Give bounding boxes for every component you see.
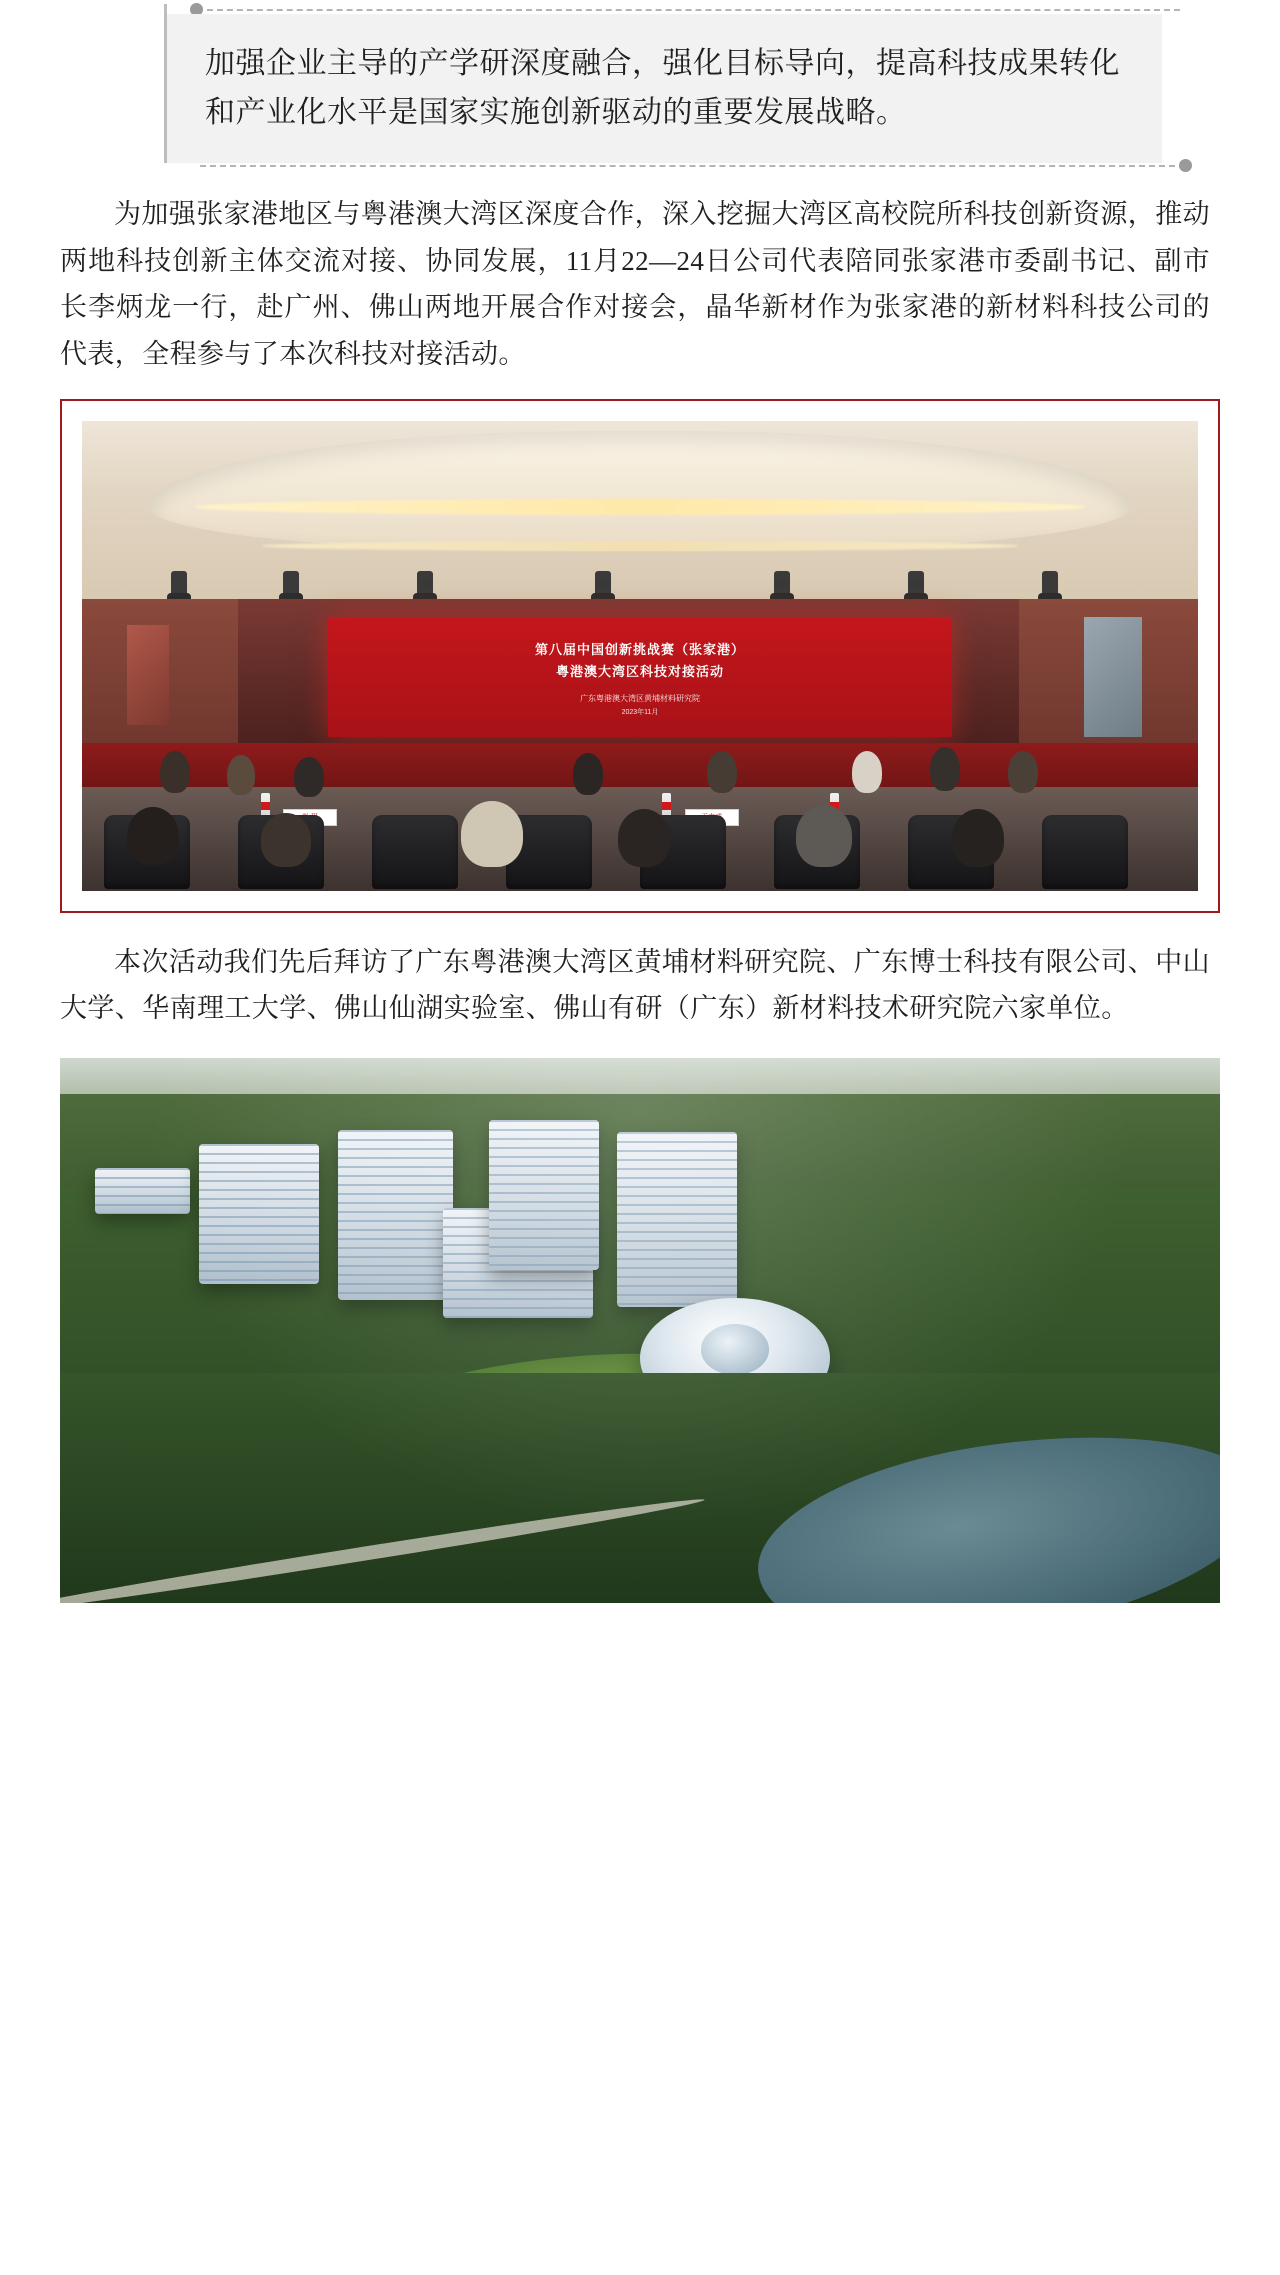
photo-person xyxy=(1008,751,1038,793)
photo-spotlight xyxy=(908,571,924,597)
photo-attendee xyxy=(796,805,852,867)
photo-person xyxy=(852,751,882,793)
figure-aerial-photo xyxy=(60,1058,1220,1603)
quote-text: 加强企业主导的产学研深度融合，强化目标导向，提高科技成果转化和产业化水平是国家实施创新驱动的重要发展战略。 xyxy=(205,47,1120,129)
body-paragraph-1: 为加强张家港地区与粤港澳大湾区深度合作，深入挖掘大湾区高校院所科技创新资源，推动两地科技创新主体交流对接、协同发展，11月22—24日公司代表陪同张家港市委副书记、副市长李炳龙一行，赴广州、佛山两地开展合作对接会，晶华新材作为张家港的新材料科技公司的代表，全程参与了本次科技对接活动。 xyxy=(60,199,1210,369)
aerial-building xyxy=(338,1130,453,1300)
photo-ceiling-light-strip xyxy=(194,499,1087,515)
photo-spotlight xyxy=(1042,571,1058,597)
photo-attendee xyxy=(461,801,523,867)
photo-ceiling-light-strip-2 xyxy=(261,541,1020,551)
photo-attendee xyxy=(618,809,670,867)
decor-dot-icon xyxy=(1179,159,1192,172)
photo-led-screen xyxy=(328,617,953,737)
photo-side-panel-left xyxy=(127,625,169,725)
photo-spotlight xyxy=(595,571,611,597)
photo-person xyxy=(160,751,190,793)
photo-spotlight xyxy=(417,571,433,597)
screen-title-line-1: 第八届中国创新挑战赛（张家港） xyxy=(534,641,745,657)
photo-attendee xyxy=(261,813,311,867)
photo-side-panel xyxy=(1084,617,1142,737)
quote-section xyxy=(140,0,1220,163)
photo-person xyxy=(930,747,960,791)
body-paragraph-2: 本次活动我们先后拜访了广东粤港澳大湾区黄埔材料研究院、广东博士科技有限公司、中山大学、华南理工大学、佛山仙湖实验室、佛山有研（广东）新材料技术研究院六家单位。 xyxy=(60,946,1210,1024)
photo-chair xyxy=(1042,815,1128,889)
photo-person xyxy=(707,751,737,793)
screen-subtitle-org: 广东粤港澳大湾区黄埔材料研究院 xyxy=(579,693,700,703)
photo-spotlight xyxy=(774,571,790,597)
quote-box xyxy=(164,14,1162,163)
photo-person xyxy=(227,755,255,795)
decor-dashed-line xyxy=(207,9,1180,11)
aerial-building xyxy=(95,1168,190,1214)
aerial-round-building-core xyxy=(701,1324,769,1374)
quote-bottom-decoration xyxy=(200,164,1192,167)
photo-spotlight xyxy=(283,571,299,597)
photo-chair xyxy=(372,815,458,889)
aerial-building xyxy=(199,1144,319,1284)
decor-dashed-line xyxy=(200,165,1175,167)
meeting-photo-canvas xyxy=(82,421,1198,891)
photo-attendee xyxy=(127,807,179,865)
aerial-building xyxy=(617,1132,737,1307)
photo-spotlight xyxy=(171,571,187,597)
screen-title-line-2: 粤港澳大湾区科技对接活动 xyxy=(555,663,724,679)
quote-top-decoration xyxy=(190,8,1180,11)
aerial-building xyxy=(489,1120,599,1270)
photo-person xyxy=(294,757,324,797)
screen-subtitle-date: 2023年11月 xyxy=(621,708,659,716)
figure-meeting-photo xyxy=(60,399,1220,913)
photo-person xyxy=(573,753,603,795)
photo-attendee xyxy=(952,809,1004,867)
